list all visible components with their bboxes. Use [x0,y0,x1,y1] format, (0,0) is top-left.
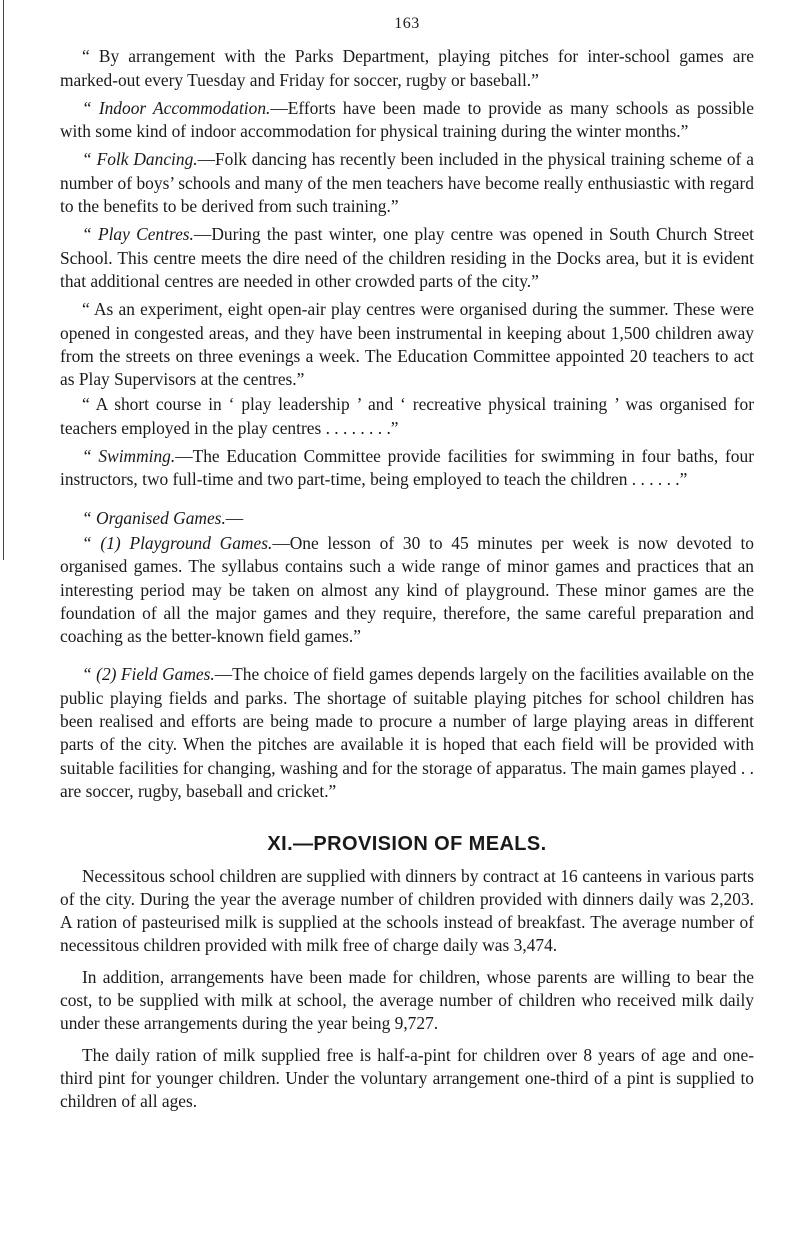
paragraph-swimming [60,445,754,492]
paragraph-text: —Efforts have been made to provide as many schools as possible with some kind of indoor accommodation for physical training during the winter months.” [60,97,754,142]
paragraph-lead: “ Organised Games. [82,507,226,528]
paragraph-parks-arrangement [60,45,754,92]
paragraph-milk-ration: The daily ration of milk supplied free is half-a-pint for children over 8 years of age and one-third pint for younger children. Under the voluntary arrangement one-third of a pint is supplied to children of all ages. [60,1044,754,1112]
paragraph-lead: “ Play Centres. [82,224,194,245]
paragraph-organised-games [60,507,754,530]
paragraph-lead: “ Folk Dancing. [82,149,198,170]
page-edge-line [3,0,4,560]
section-heading: XI.—PROVISION OF MEALS. [267,833,547,856]
document-page [60,12,754,1121]
paragraph-text: “ By arrangement with the Parks Department, playing pitches for inter-school games are marked-out every Tuesday and Friday for soccer, rugby or baseball.” [60,46,754,90]
paragraph-open-air-centres [60,298,754,391]
paragraph-lead: “ (2) Field Games. [82,664,215,685]
paragraph-text: — [225,507,244,528]
paragraph-paid-milk: In addition, arrangements have been made for children, whose parents are willing to bear the cost, to be supplied with milk at school, the average number of children who received milk daily under these arrangements during the year being 9,727. [60,966,754,1034]
paragraph-text: —The Education Committee provide facilities for swimming in four baths, four instructors, two full-time and two part-time, being employed to teach the children . . . . . .” [60,446,754,490]
paragraph-necessitous-children: Necessitous school children are supplied with dinners by contract at 16 canteens in various parts of the city. During the year the average number of children provided with dinners daily was 2,203. A ration of pasteurised milk is supplied at the schools instead of breakfast. The average number of necessitous children provided with milk free of charge daily was 3,474. [60,865,754,956]
paragraph-play-leadership [60,393,754,440]
paragraph-folk-dancing [60,148,754,218]
page-number: 163 [394,15,420,32]
paragraph-lead: “ (1) Playground Games. [82,532,273,553]
paragraph-lead: “ Swimming. [82,446,176,467]
paragraph-indoor-accommodation [60,97,754,144]
paragraph-play-centres [60,223,754,293]
paragraph-lead: “ Indoor Accommodation. [82,97,271,118]
paragraph-text: —One lesson of 30 to 45 minutes per week is now devoted to organised games. The syllabus contains such a wide range of minor games and practices that an interesting period may be taken on almost any kind of playground. These minor games are the foundation of all the major games and they require, therefore, the same careful preparation and coaching as the better-known field games.” [60,532,754,647]
paragraph-text: —The choice of field games depends largely on the facilities available on the public playing fields and parks. The shortage of suitable playing pitches for school children has been realised and efforts are being made to procure a number of large playing areas in different parts of the city. When the pitches are available it is hoped that each field will be provided with suitable facilities for changing, washing and for the storage of apparatus. The main games played . . are soccer, rugby, baseball and cricket.” [60,664,754,801]
paragraph-text: “ A short course in ‘ play leadership ’ and ‘ recreative physical training ’ was organised for teachers employed in the play centres . . . . . . . .” [60,394,754,438]
paragraph-playground-games [60,532,754,648]
paragraph-text: —Folk dancing has recently been included in the physical training scheme of a number of boys’ schools and many of the men teachers have become really enthusiastic with regard to the benefits to be derived from such training.” [60,149,754,217]
paragraph-field-games [60,663,754,803]
paragraph-text: “ As an experiment, eight open-air play centres were organised during the summer. These were opened in congested areas, and they have been instrumental in keeping about 1,500 children away from the streets on three evenings a week. The Education Committee appointed 20 teachers to act as Play Supervisors at the centres.” [60,299,754,390]
paragraph-text: —During the past winter, one play centre was opened in South Church Street School. This centre meets the dire need of the children residing in the Docks area, but it is evident that additional centres are needed in other crowded parts of the city.” [60,224,754,291]
